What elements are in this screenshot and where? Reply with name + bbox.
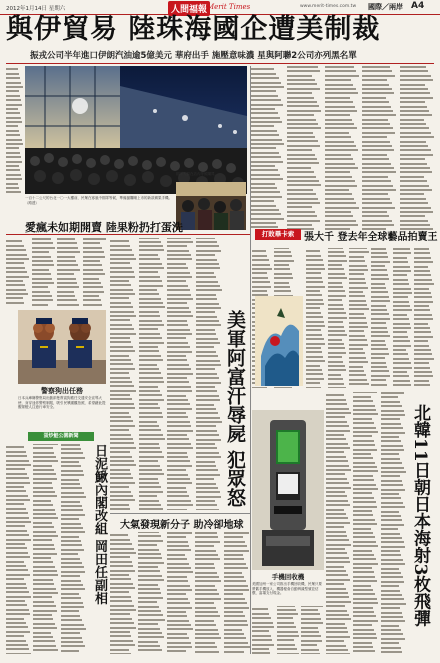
molecule-story-body (110, 532, 250, 654)
north-korea-story-body (326, 392, 406, 654)
dog-caption-body: 日本兵庫縣警察局出動兩隻貴賓狗擔任交通安全宣導大使，身穿迷你警察制服，吸引民眾圍觀拍照，希望藉此提醒駕駛人注意行車安全。 (18, 396, 106, 409)
left-upper-text (6, 238, 106, 306)
section-name: 國際／兩岸 (368, 3, 403, 11)
photo-credit: （路透） (25, 200, 39, 205)
marines-story-body (110, 238, 222, 510)
auction-tag: 打敗畢卡索 (255, 229, 301, 240)
zhang-daqian-painting (255, 296, 303, 386)
phone-caption-body: 美國加州一家公司推出手機回收機，民眾只要將舊手機放入，機器便會自動辨識型號並估價，當場支付現金。 (252, 582, 322, 595)
left-column-text (6, 66, 23, 194)
second-photo-caption: 排隊人群在店內等候購買。 (176, 172, 218, 176)
news-tag: 蛋炒鮭公園新聞 (28, 432, 94, 441)
page-number: A4 (411, 1, 425, 11)
japan-cabinet-headline: 日泥鰍內閣改組 岡田任副相 (92, 444, 107, 605)
lead-subhead: 振戎公司半年進口伊朗汽油逾5億美元 華府出手 施壓意味濃 星與阿聯2公司亦列黑名單 (30, 51, 357, 61)
phone-story-body (252, 606, 324, 654)
column-rule (250, 66, 251, 654)
auction-story-body (306, 248, 434, 388)
lower-divider (110, 513, 250, 514)
phone-caption-title: 手機回收機 (271, 573, 305, 581)
newspaper-logo-english: Merit Times (207, 3, 251, 11)
marines-headline: 美軍阿富汗辱屍 犯眾怒 (224, 310, 246, 507)
police-dogs-photo (18, 310, 106, 384)
north-korea-headline: 北韓11日朝日本海射3枚飛彈 (410, 404, 430, 627)
photo-caption-text: 一百十二公尺的台北一〇一大樓前，民眾在寒風中排隊等候，準備搶購剛上市的新款蘋果手機。 (25, 196, 172, 200)
masthead (0, 0, 440, 15)
website: www.merit-times.com.tw (300, 4, 357, 9)
photo-caption (25, 196, 175, 218)
lead-headline: 與伊貿易 陸珠海國企遭美制裁 (6, 14, 381, 45)
crowd-inside-photo (176, 182, 246, 230)
newspaper-logo: 人間福報 (168, 1, 210, 16)
molecule-headline: 大氣發現新分子 助冷卻地球 (120, 520, 244, 531)
left-lower-text (6, 444, 86, 654)
section-divider (6, 234, 250, 235)
auction-headline: 張大千 登去年全球藝品拍賣王 (304, 232, 438, 243)
issue-date: 2012年1月14日 星期六 (6, 6, 66, 12)
apple-story-headline: 愛瘋未如期開賣 陸果粉扔打蛋洗 (25, 221, 183, 234)
lead-story-body (250, 66, 434, 231)
headline-divider (6, 63, 434, 64)
phone-recycling-photo (252, 410, 324, 570)
dog-caption-title: 警察狗出任務 (41, 387, 83, 395)
